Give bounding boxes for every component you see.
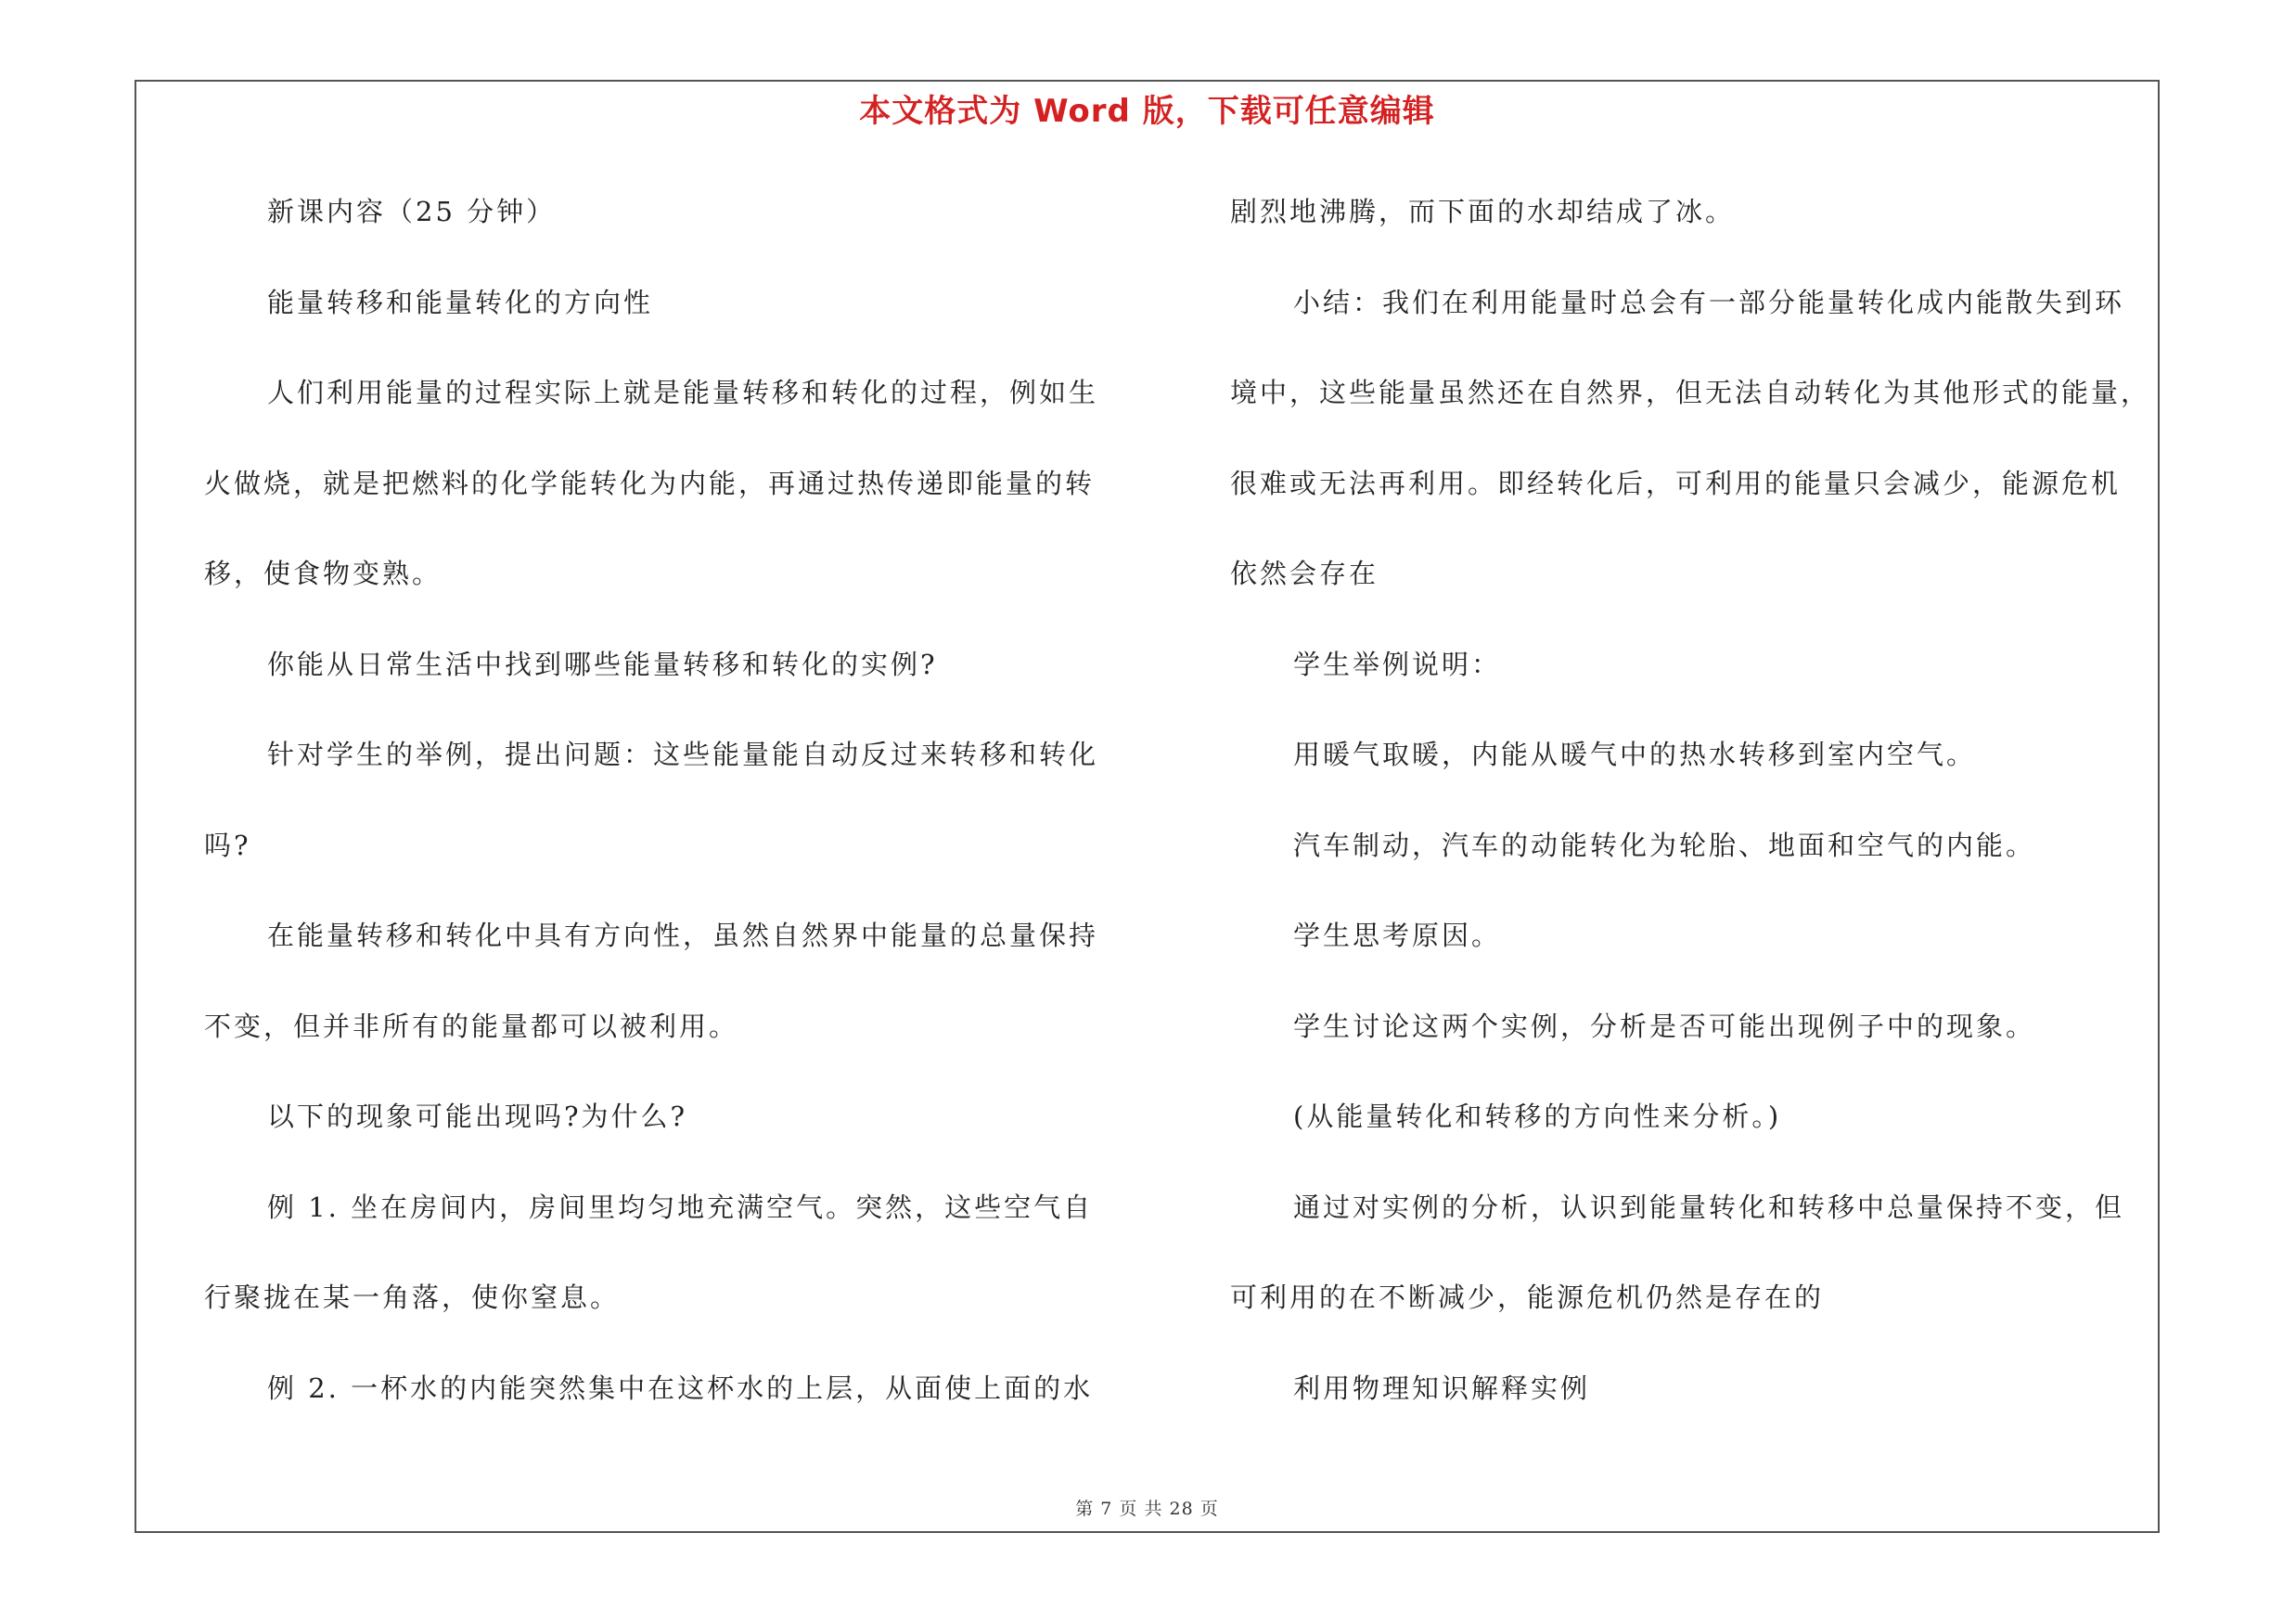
left-column: [204, 182, 1132, 1449]
text-line: 用暖气取暖，内能从暖气中的热水转移到室内空气。: [1293, 739, 1977, 770]
text-line: 移，使食物变熟。: [204, 558, 443, 589]
text-line: 人们利用能量的过程实际上就是能量转移和转化的过程，例如生: [267, 377, 1099, 408]
text-line: 境中，这些能量虽然还在自然界，但无法自动转化为其他形式的能量，: [1230, 377, 2151, 408]
text-line: 小结：我们在利用能量时总会有一部分能量转化成内能散失到环: [1293, 286, 2125, 318]
text-line: 吗?: [204, 829, 251, 861]
text-line: 汽车制动，汽车的动能转化为轮胎、地面和空气的内能。: [1293, 829, 2036, 861]
text-line: 行聚拢在某一角落，使你窒息。: [204, 1282, 621, 1313]
text-line: 利用物理知识解释实例: [1293, 1372, 1591, 1404]
page-footer: 第 7 页 共 28 页: [1075, 1499, 1219, 1519]
text-line: 例 1. 坐在房间内，房间里均匀地充满空气。突然，这些空气自: [267, 1191, 1094, 1223]
text-line: 以下的现象可能出现吗?为什么?: [267, 1101, 688, 1132]
text-line: 例 2. 一杯水的内能突然集中在这杯水的上层，从面使上面的水: [267, 1372, 1094, 1404]
text-line: 你能从日常生活中找到哪些能量转移和转化的实例?: [267, 648, 938, 680]
text-line: 通过对实例的分析，认识到能量转化和转移中总量保持不变，但: [1293, 1191, 2125, 1223]
text-line: 剧烈地沸腾，而下面的水却结成了冰。: [1230, 196, 1736, 227]
text-line: 可利用的在不断减少，能源危机仍然是存在的: [1230, 1282, 1825, 1313]
text-line: 新课内容（25 分钟）: [267, 196, 557, 227]
text-line: 在能量转移和转化中具有方向性，虽然自然界中能量的总量保持: [267, 920, 1099, 951]
text-line: 能量转移和能量转化的方向性: [267, 286, 654, 318]
text-line: 学生举例说明：: [1293, 648, 1502, 680]
text-line: 火做烧，就是把燃料的化学能转化为内能，再通过热传递即能量的转: [204, 467, 1096, 499]
header-banner: 本文格式为 Word 版，下载可任意编辑: [859, 93, 1435, 130]
text-line: (从能量转化和转移的方向性来分析。): [1293, 1101, 1782, 1132]
text-line: 学生讨论这两个实例，分析是否可能出现例子中的现象。: [1293, 1010, 2036, 1042]
text-line: 针对学生的举例，提出问题：这些能量能自动反过来转移和转化: [267, 739, 1099, 770]
text-line: 学生思考原因。: [1293, 920, 1502, 951]
text-line: 不变，但并非所有的能量都可以被利用。: [204, 1010, 739, 1042]
text-line: 很难或无法再利用。即经转化后，可利用的能量只会减少，能源危机: [1230, 467, 2122, 499]
right-column: [1230, 182, 2158, 1449]
text-line: 依然会存在: [1230, 558, 1379, 589]
